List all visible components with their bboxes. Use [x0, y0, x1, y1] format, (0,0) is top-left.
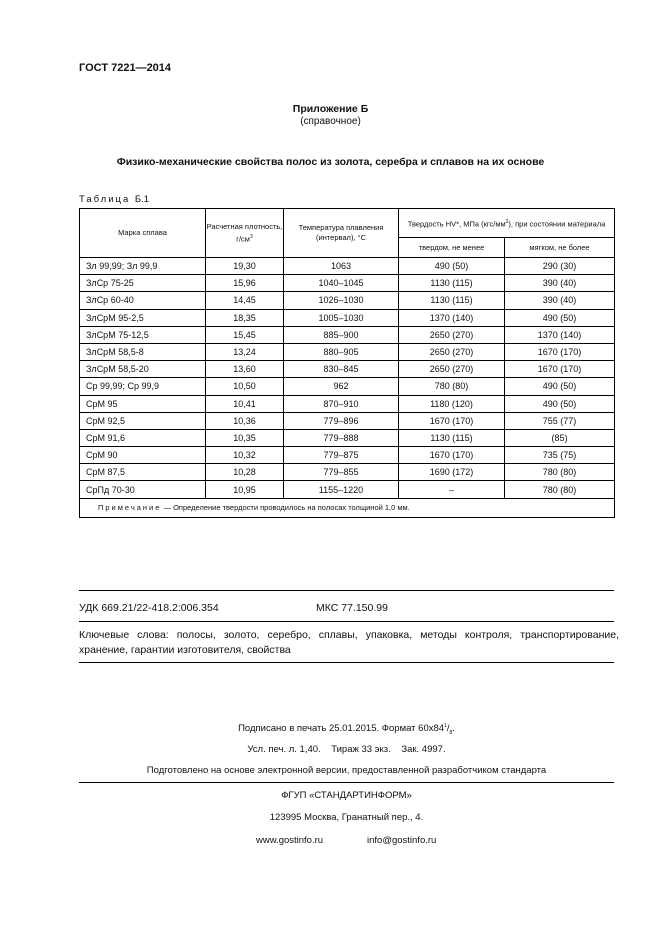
- cell-alloy: ЗлСрМ 95-2,5: [80, 309, 206, 326]
- cell-alloy: ЗлСр 75-25: [80, 275, 206, 292]
- cell-hardness-soft: 490 (50): [505, 395, 615, 412]
- header-hardness: [399, 209, 615, 238]
- cell-density: 10,36: [206, 412, 284, 429]
- cell-alloy: ЗлСрМ 75-12,5: [80, 326, 206, 343]
- table-caption-word: Таблица: [79, 194, 131, 205]
- header-hardness-tail: ), при состоянии материала: [508, 219, 606, 229]
- table-caption: [79, 194, 149, 205]
- cell-density: 10,35: [206, 429, 284, 446]
- header-density-sup: 3: [249, 233, 253, 240]
- header-hardness-sup: 2: [505, 218, 509, 225]
- signed-text: Подписано в печать 25.01.2015. Формат 60x84: [238, 723, 445, 735]
- print-info: Усл. печ. л. 1,40. Тираж 33 экз. Зак. 4997.: [247, 744, 446, 755]
- cell-hardness-hard: –: [399, 481, 505, 498]
- cell-hardness-hard: 1690 (172): [399, 464, 505, 481]
- table-row: [80, 361, 615, 378]
- cell-hardness-hard: 1180 (120): [399, 395, 505, 412]
- cell-hardness-hard: 2650 (270): [399, 343, 505, 360]
- appendix-subtitle: (справочное): [300, 116, 361, 127]
- divider: [79, 621, 614, 622]
- cell-hardness-hard: 490 (50): [399, 258, 505, 275]
- cell-temperature: 880–905: [284, 343, 399, 360]
- header-temperature: Температура плавления (интервал), °С: [284, 209, 399, 258]
- divider: [79, 662, 614, 663]
- keywords: Ключевые слова: полосы, золото, серебро, сплавы, упаковка, методы контроля, транспортирование, хранение, гарантии изготовителя, свойства: [79, 629, 619, 656]
- cell-hardness-hard: 1370 (140): [399, 309, 505, 326]
- header-soft: мягком, не более: [505, 238, 615, 258]
- email-link[interactable]: info@gostinfo.ru: [367, 835, 437, 846]
- website-link[interactable]: www.gostinfo.ru: [256, 835, 324, 846]
- table-row: [80, 447, 615, 464]
- cell-temperature: 779–896: [284, 412, 399, 429]
- note-text: — Определение твердости проводилось на полосах толщиной 1,0 мм.: [161, 503, 410, 513]
- format-denominator: 8: [449, 730, 453, 737]
- divider: [79, 782, 614, 783]
- cell-density: 10,41: [206, 395, 284, 412]
- cell-hardness-hard: 1130 (115): [399, 429, 505, 446]
- note-label: Примечание: [98, 503, 162, 513]
- header-hardness-text: Твердость HV*, МПа (кгс/мм: [407, 219, 506, 229]
- table-row: [80, 395, 615, 412]
- header-density-text: Расчетная плотность, г/см: [206, 221, 283, 244]
- cell-temperature: 1040–1045: [284, 275, 399, 292]
- cell-hardness-hard: 2650 (270): [399, 326, 505, 343]
- cell-alloy: СрПд 70-30: [80, 481, 206, 498]
- table-row: [80, 481, 615, 498]
- cell-hardness-hard: 1670 (170): [399, 412, 505, 429]
- signed-for-print: Подписано в печать 25.01.2015. Формат $60x84^1/_8$.: [238, 723, 455, 737]
- cell-hardness-soft: 1670 (170): [505, 343, 615, 360]
- cell-temperature: 1005–1030: [284, 309, 399, 326]
- cell-alloy: ЗлСрМ 58,5-20: [80, 361, 206, 378]
- table-row: [80, 412, 615, 429]
- cell-hardness-hard: 1670 (170): [399, 447, 505, 464]
- cell-density: 14,45: [206, 292, 284, 309]
- appendix-title: Приложение Б: [292, 103, 369, 115]
- cell-hardness-soft: 735 (75): [505, 447, 615, 464]
- table-row: [80, 309, 615, 326]
- table-row: [80, 292, 615, 309]
- cell-hardness-soft: 1670 (170): [505, 361, 615, 378]
- cell-temperature: 1026–1030: [284, 292, 399, 309]
- header-alloy: Марка сплава: [80, 209, 206, 258]
- cell-hardness-soft: 1370 (140): [505, 326, 615, 343]
- udk-code: УДК 669.21/22-418.2:006.354: [79, 602, 219, 614]
- cell-temperature: 779–888: [284, 429, 399, 446]
- cell-alloy: ЗлСр 60-40: [80, 292, 206, 309]
- table-row: [80, 429, 615, 446]
- table-caption-number: Б.1: [134, 194, 150, 205]
- cell-temperature: 962: [284, 378, 399, 395]
- cell-temperature: 779–855: [284, 464, 399, 481]
- cell-density: 15,45: [206, 326, 284, 343]
- cell-hardness-soft: 755 (77): [505, 412, 615, 429]
- publisher-address: 123995 Москва, Гранатный пер., 4.: [269, 812, 424, 823]
- format-numerator: 1: [444, 723, 447, 729]
- cell-alloy: СрМ 95: [80, 395, 206, 412]
- cell-alloy: Ср 99,99; Ср 99,9: [80, 378, 206, 395]
- table-row: [80, 258, 615, 275]
- cell-temperature: 870–910: [284, 395, 399, 412]
- table-row: [80, 326, 615, 343]
- cell-alloy: ЗлСрМ 58,5-8: [80, 343, 206, 360]
- table-row: [80, 343, 615, 360]
- cell-density: 10,95: [206, 481, 284, 498]
- cell-alloy: СрМ 91,6: [80, 429, 206, 446]
- table-row: [80, 464, 615, 481]
- cell-hardness-soft: 290 (30): [505, 258, 615, 275]
- cell-hardness-soft: 490 (50): [505, 378, 615, 395]
- cell-hardness-soft: 390 (40): [505, 275, 615, 292]
- cell-hardness-soft: 490 (50): [505, 309, 615, 326]
- cell-density: 19,30: [206, 258, 284, 275]
- cell-density: 13,60: [206, 361, 284, 378]
- header-hard: твердом, не менее: [399, 238, 505, 258]
- mks-code: МКС 77.150.99: [316, 602, 388, 614]
- cell-hardness-hard: 1130 (115): [399, 292, 505, 309]
- cell-temperature: 779–875: [284, 447, 399, 464]
- publisher: ФГУП «СТАНДАРТИНФОРМ»: [281, 790, 412, 801]
- cell-hardness-soft: (85): [505, 429, 615, 446]
- cell-alloy: СрМ 90: [80, 447, 206, 464]
- divider: [79, 590, 614, 591]
- cell-density: 15,96: [206, 275, 284, 292]
- cell-temperature: 885–900: [284, 326, 399, 343]
- cell-hardness-soft: 390 (40): [505, 292, 615, 309]
- cell-hardness-soft: 780 (80): [505, 464, 615, 481]
- cell-density: 10,28: [206, 464, 284, 481]
- cell-alloy: Зл 99,99; Зл 99,9: [80, 258, 206, 275]
- cell-density: 10,50: [206, 378, 284, 395]
- table-note: [80, 498, 615, 517]
- table-row: [80, 275, 615, 292]
- cell-hardness-hard: 780 (80): [399, 378, 505, 395]
- cell-hardness-soft: 780 (80): [505, 481, 615, 498]
- cell-alloy: СрМ 87,5: [80, 464, 206, 481]
- cell-density: 18,35: [206, 309, 284, 326]
- cell-alloy: СрМ 92,5: [80, 412, 206, 429]
- prepared-note: Подготовлено на основе электронной версии, предоставленной разработчиком стандарта: [146, 765, 547, 776]
- standard-number: ГОСТ 7221—2014: [79, 62, 172, 74]
- table-row: [80, 378, 615, 395]
- cell-density: 10,32: [206, 447, 284, 464]
- properties-table: [79, 208, 615, 518]
- cell-hardness-hard: 1130 (115): [399, 275, 505, 292]
- page-title: Физико-механические свойства полос из золота, серебра и сплавов на их основе: [116, 156, 545, 168]
- cell-temperature: 830–845: [284, 361, 399, 378]
- cell-temperature: 1155–1220: [284, 481, 399, 498]
- cell-hardness-hard: 2650 (270): [399, 361, 505, 378]
- header-density: [206, 209, 284, 258]
- cell-temperature: 1063: [284, 258, 399, 275]
- cell-density: 13,24: [206, 343, 284, 360]
